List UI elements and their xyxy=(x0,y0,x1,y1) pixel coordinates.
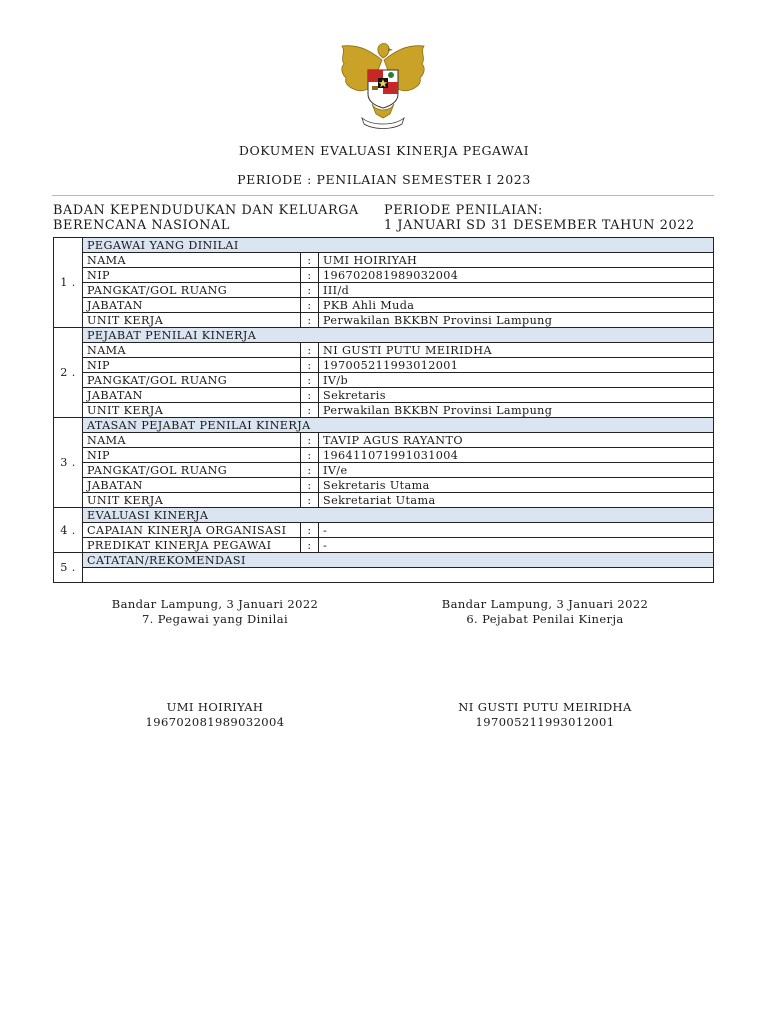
signature-left xyxy=(95,597,335,627)
signature-left-place-date: Bandar Lampung, 3 Januari 2022 xyxy=(111,597,319,611)
field-value: Sekretariat Utama xyxy=(319,493,714,508)
field-colon: : xyxy=(301,523,319,538)
field-colon: : xyxy=(301,433,319,448)
table-row xyxy=(54,283,714,298)
divider xyxy=(52,195,714,196)
section-header xyxy=(54,508,714,523)
field-colon: : xyxy=(301,388,319,403)
table-row xyxy=(54,448,714,463)
field-value: Perwakilan BKKBN Provinsi Lampung xyxy=(319,403,714,418)
field-colon: : xyxy=(301,253,319,268)
signature-right-name: NI GUSTI PUTU MEIRIDHA xyxy=(458,700,632,714)
field-colon: : xyxy=(301,373,319,388)
field-colon: : xyxy=(301,283,319,298)
signature-right-signee xyxy=(425,700,665,730)
signature-left-signee xyxy=(95,700,335,730)
section-number: 3 . xyxy=(54,418,83,508)
signature-right-role: 6. Pejabat Penilai Kinerja xyxy=(466,612,624,626)
field-value: 197005211993012001 xyxy=(319,358,714,373)
evaluation-table xyxy=(53,237,714,583)
table-row xyxy=(54,433,714,448)
field-colon: : xyxy=(301,298,319,313)
field-label: PREDIKAT KINERJA PEGAWAI xyxy=(83,538,301,553)
field-label: UNIT KERJA xyxy=(83,403,301,418)
section-number: 4 . xyxy=(54,508,83,553)
field-label: UNIT KERJA xyxy=(83,313,301,328)
field-colon: : xyxy=(301,538,319,553)
field-colon: : xyxy=(301,463,319,478)
table-row xyxy=(54,478,714,493)
section-header xyxy=(54,238,714,253)
section-title: CATATAN/REKOMENDASI xyxy=(83,553,714,568)
field-label: PANGKAT/GOL RUANG xyxy=(83,463,301,478)
field-label: UNIT KERJA xyxy=(83,493,301,508)
field-label: PANGKAT/GOL RUANG xyxy=(83,373,301,388)
table-row xyxy=(54,523,714,538)
field-colon: : xyxy=(301,478,319,493)
field-value: IV/e xyxy=(319,463,714,478)
table-row xyxy=(54,298,714,313)
table-row xyxy=(54,388,714,403)
field-value: Sekretaris Utama xyxy=(319,478,714,493)
field-label: NIP xyxy=(83,268,301,283)
field-colon: : xyxy=(301,358,319,373)
field-label: NAMA xyxy=(83,433,301,448)
notes-cell xyxy=(83,568,714,583)
table-row xyxy=(54,463,714,478)
field-colon: : xyxy=(301,313,319,328)
field-label: NIP xyxy=(83,358,301,373)
table-row xyxy=(54,373,714,388)
field-colon: : xyxy=(301,448,319,463)
field-label: NIP xyxy=(83,448,301,463)
field-label: JABATAN xyxy=(83,388,301,403)
field-colon: : xyxy=(301,403,319,418)
field-value: Perwakilan BKKBN Provinsi Lampung xyxy=(319,313,714,328)
table-row xyxy=(54,538,714,553)
section-title: EVALUASI KINERJA xyxy=(83,508,714,523)
table-row xyxy=(54,493,714,508)
section-header xyxy=(54,328,714,343)
section-number: 2 . xyxy=(54,328,83,418)
field-label: NAMA xyxy=(83,343,301,358)
field-label: NAMA xyxy=(83,253,301,268)
section-number: 5 . xyxy=(54,553,83,583)
table-row xyxy=(54,268,714,283)
field-colon: : xyxy=(301,268,319,283)
field-value: PKB Ahli Muda xyxy=(319,298,714,313)
field-value: 196702081989032004 xyxy=(319,268,714,283)
field-value: TAVIP AGUS RAYANTO xyxy=(319,433,714,448)
garuda-emblem-icon xyxy=(332,42,434,130)
field-value: Sekretaris xyxy=(319,388,714,403)
signature-right xyxy=(425,597,665,627)
section-title: ATASAN PEJABAT PENILAI KINERJA xyxy=(83,418,714,433)
section-title: PEGAWAI YANG DINILAI xyxy=(83,238,714,253)
field-value: NI GUSTI PUTU MEIRIDHA xyxy=(319,343,714,358)
field-value: - xyxy=(319,538,714,553)
document-subtitle: PERIODE : PENILAIAN SEMESTER I 2023 xyxy=(237,172,531,187)
field-value: UMI HOIRIYAH xyxy=(319,253,714,268)
field-colon: : xyxy=(301,343,319,358)
field-value: - xyxy=(319,523,714,538)
signature-right-nip: 197005211993012001 xyxy=(475,715,615,729)
field-label: JABATAN xyxy=(83,298,301,313)
section-header xyxy=(54,418,714,433)
table-row xyxy=(54,568,714,583)
signature-right-place-date: Bandar Lampung, 3 Januari 2022 xyxy=(441,597,649,611)
field-colon: : xyxy=(301,493,319,508)
field-value: IV/b xyxy=(319,373,714,388)
section-title: PEJABAT PENILAI KINERJA xyxy=(83,328,714,343)
table-row xyxy=(54,358,714,373)
field-label: PANGKAT/GOL RUANG xyxy=(83,283,301,298)
field-value: 196411071991031004 xyxy=(319,448,714,463)
signature-left-nip: 196702081989032004 xyxy=(145,715,285,729)
document-title: DOKUMEN EVALUASI KINERJA PEGAWAI xyxy=(238,143,530,158)
section-header xyxy=(54,553,714,568)
field-label: CAPAIAN KINERJA ORGANISASI xyxy=(83,523,301,538)
signature-left-role: 7. Pegawai yang Dinilai xyxy=(141,612,289,626)
table-row xyxy=(54,343,714,358)
signature-left-name: UMI HOIRIYAH xyxy=(166,700,264,714)
table-row xyxy=(54,313,714,328)
section-number: 1 . xyxy=(54,238,83,328)
field-label: JABATAN xyxy=(83,478,301,493)
evaluation-period: PERIODE PENILAIAN: 1 JANUARI SD 31 DESEMBER TAHUN 2022 xyxy=(384,203,695,233)
field-value: III/d xyxy=(319,283,714,298)
agency-name: BADAN KEPENDUDUKAN DAN KELUARGA BERENCANA NASIONAL xyxy=(53,203,359,233)
table-row xyxy=(54,403,714,418)
table-row xyxy=(54,253,714,268)
